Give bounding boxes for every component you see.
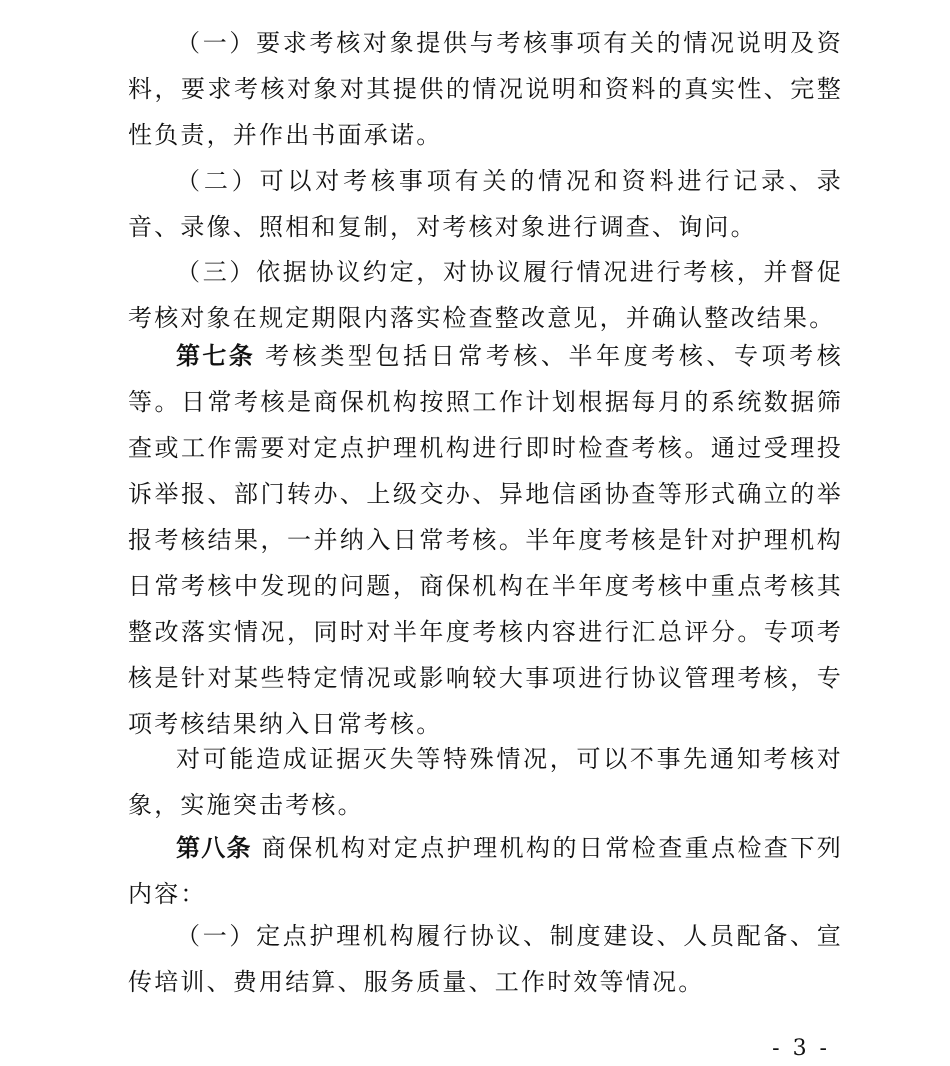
paragraph-text: （二）可以对考核事项有关的情况和资料进行记录、录音、录像、照相和复制，对考核对象进行调查、询问。 xyxy=(128,167,843,241)
paragraph-text: 对可能造成证据灭失等特殊情况，可以不事先通知考核对象，实施突击考核。 xyxy=(128,745,843,819)
page-number: - 3 - xyxy=(772,1036,830,1061)
paragraph-item-5 xyxy=(128,736,843,828)
paragraph-item-3 xyxy=(128,249,843,341)
article-7 xyxy=(128,333,843,747)
article-8 xyxy=(128,825,843,917)
paragraph-item-2 xyxy=(128,158,843,250)
paragraph-item-7 xyxy=(128,913,843,1005)
article-8-title: 第八条 xyxy=(176,833,252,862)
paragraph-text: （三）依据协议约定，对协议履行情况进行考核，并督促考核对象在规定期限内落实检查整改意见，并确认整改结果。 xyxy=(128,258,843,332)
paragraph-text: （一）定点护理机构履行协议、制度建设、人员配备、宣传培训、费用结算、服务质量、工作时效等情况。 xyxy=(128,922,843,996)
paragraph-text: （一）要求考核对象提供与考核事项有关的情况说明及资料，要求考核对象对其提供的情况说明和资料的真实性、完整性负责，并作出书面承诺。 xyxy=(128,29,843,149)
article-7-title: 第七条 xyxy=(176,341,256,370)
article-8-text: 商保机构对定点护理机构的日常检查重点检查下列内容： xyxy=(128,834,843,908)
paragraph-item-1 xyxy=(128,20,843,158)
article-7-text: 考核类型包括日常考核、半年度考核、专项考核等。日常考核是商保机构按照工作计划根据每月的系统数据筛查或工作需要对定点护理机构进行即时检查考核。通过受理投诉举报、部门转办、上级交办、异地信函协查等形式确立的举报考核结果，一并纳入日常考核。半年度考核是针对护理机构日常考核中发现的问题，商保机构在半年度考核中重点考核其整改落实情况，同时对半年度考核内容进行汇总评分。专项考核是针对某些特定情况或影响较大事项进行协议管理考核，专项考核结果纳入日常考核。 xyxy=(128,342,844,738)
